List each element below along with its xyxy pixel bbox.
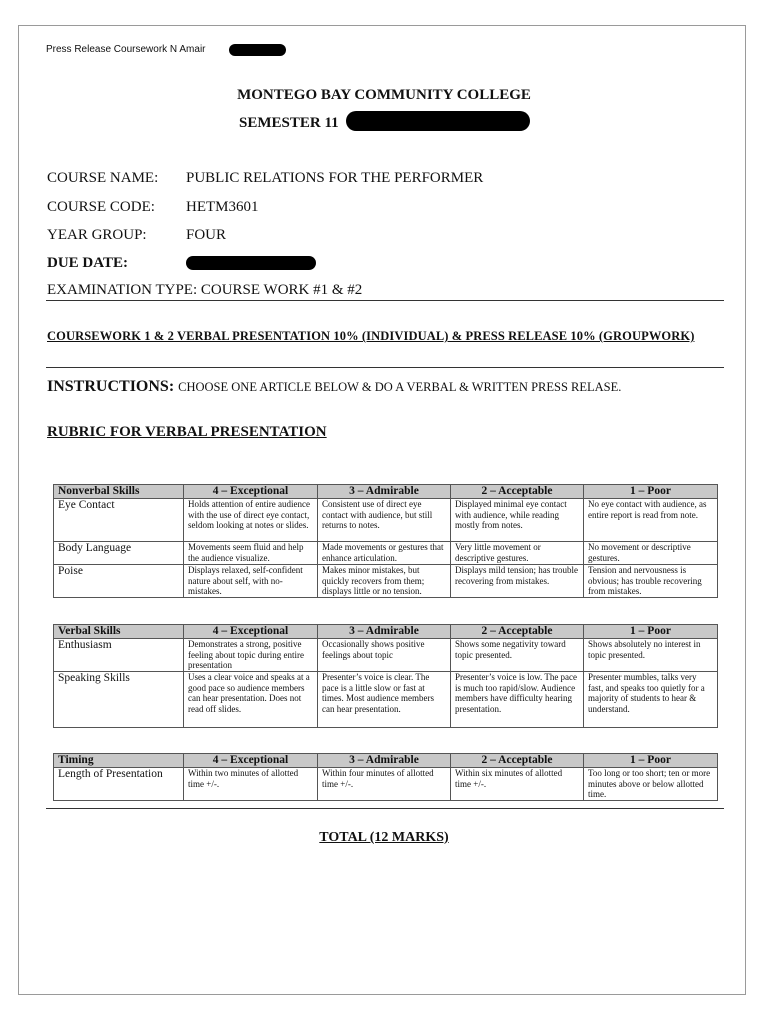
- column-header: 1 – Poor: [584, 485, 718, 499]
- column-header: 1 – Poor: [584, 754, 718, 768]
- timing-table: [53, 753, 718, 801]
- table-cell: Holds attention of entire audience with the use of direct eye contact, seldom looking at notes or slides.: [184, 499, 318, 542]
- column-header: 1 – Poor: [584, 625, 718, 639]
- column-header: 3 – Admirable: [318, 625, 451, 639]
- nonverbal-skills-table: [53, 484, 718, 598]
- course-name-value: PUBLIC RELATIONS FOR THE PERFORMER: [186, 170, 484, 186]
- table-cell: Movements seem fluid and help the audience visualize.: [184, 542, 318, 565]
- instructions: [47, 378, 621, 396]
- column-header: 2 – Acceptable: [451, 754, 584, 768]
- table-cell: Uses a clear voice and speaks at a good pace so audience members can hear presentation. Does not read off slides.: [184, 672, 318, 728]
- table-cell: Occasionally shows positive feelings about topic: [318, 639, 451, 672]
- redaction-mark: [229, 44, 286, 56]
- column-header: Verbal Skills: [54, 625, 184, 639]
- criterion-cell: Enthusiasm: [54, 639, 184, 672]
- criterion-cell: Speaking Skills: [54, 672, 184, 728]
- column-header: 4 – Exceptional: [184, 485, 318, 499]
- rubric-title: RUBRIC FOR VERBAL PRESENTATION: [47, 424, 327, 440]
- table-header-row: [54, 754, 718, 768]
- table-cell: Displays mild tension; has trouble recovering from mistakes.: [451, 565, 584, 598]
- instructions-label: INSTRUCTIONS:: [47, 378, 175, 395]
- instructions-text: CHOOSE ONE ARTICLE BELOW & DO A VERBAL & WRITTEN PRESS RELASE.: [178, 380, 622, 394]
- table-cell: Shows absolutely no interest in topic presented.: [584, 639, 718, 672]
- redaction-mark: [346, 111, 530, 131]
- course-code-value: HETM3601: [186, 199, 259, 215]
- table-cell: Presenter’s voice is clear. The pace is a little slow or fast at times. Most audience members can hear presentation.: [318, 672, 451, 728]
- table-row: [54, 672, 718, 728]
- year-group-label: YEAR GROUP:: [47, 227, 147, 243]
- table-cell: Made movements or gestures that enhance articulation.: [318, 542, 451, 565]
- coursework-title: COURSEWORK 1 & 2 VERBAL PRESENTATION 10% (INDIVIDUAL) & PRESS RELEASE 10% (GROUPWORK): [47, 329, 695, 343]
- course-name-label: COURSE NAME:: [47, 170, 159, 186]
- verbal-skills-table: [53, 624, 718, 728]
- table-row: [54, 768, 718, 801]
- table-cell: Displayed minimal eye contact with audience, while reading mostly from notes.: [451, 499, 584, 542]
- table-header-row: [54, 485, 718, 499]
- divider: [46, 808, 724, 809]
- table-row: [54, 565, 718, 598]
- table-cell: Displays relaxed, self-confident nature about self, with no-mistakes.: [184, 565, 318, 598]
- criterion-cell: Poise: [54, 565, 184, 598]
- table-cell: Tension and nervousness is obvious; has trouble recovering from mistakes.: [584, 565, 718, 598]
- criterion-cell: Eye Contact: [54, 499, 184, 542]
- column-header: 3 – Admirable: [318, 485, 451, 499]
- exam-type: EXAMINATION TYPE: COURSE WORK #1 & #2: [47, 282, 363, 298]
- semester-title: SEMESTER 11: [239, 115, 339, 131]
- table-cell: Too long or too short; ten or more minutes above or below allotted time.: [584, 768, 718, 801]
- total-marks: [0, 830, 768, 846]
- table-cell: Makes minor mistakes, but quickly recovers from them; displays little or no tension.: [318, 565, 451, 598]
- table-cell: Very little movement or descriptive gestures.: [451, 542, 584, 565]
- total-marks-text: TOTAL (12 MARKS): [319, 830, 449, 845]
- table-header-row: [54, 625, 718, 639]
- criterion-cell: Body Language: [54, 542, 184, 565]
- table-cell: Within four minutes of allotted time +/-.: [318, 768, 451, 801]
- column-header: 4 – Exceptional: [184, 754, 318, 768]
- divider: [46, 367, 724, 368]
- table-row: [54, 499, 718, 542]
- table-cell: Within six minutes of allotted time +/-.: [451, 768, 584, 801]
- column-header: 3 – Admirable: [318, 754, 451, 768]
- header-line: Press Release Coursework N Amair: [46, 44, 206, 55]
- column-header: Nonverbal Skills: [54, 485, 184, 499]
- year-group-value: FOUR: [186, 227, 227, 243]
- redaction-mark: [186, 256, 316, 270]
- table-cell: Presenter mumbles, talks very fast, and speaks too quietly for a majority of students to hear & understand.: [584, 672, 718, 728]
- table-cell: No eye contact with audience, as entire report is read from note.: [584, 499, 718, 542]
- table-cell: Shows some negativity toward topic presented.: [451, 639, 584, 672]
- table-cell: Consistent use of direct eye contact with audience, but still returns to notes.: [318, 499, 451, 542]
- table-cell: Presenter’s voice is low. The pace is much too rapid/slow. Audience members have difficulty hearing presentation.: [451, 672, 584, 728]
- divider: [46, 300, 724, 301]
- course-code-label: COURSE CODE:: [47, 199, 155, 215]
- table-cell: No movement or descriptive gestures.: [584, 542, 718, 565]
- criterion-cell: Length of Presentation: [54, 768, 184, 801]
- college-name: MONTEGO BAY COMMUNITY COLLEGE: [237, 87, 531, 103]
- table-cell: Within two minutes of allotted time +/-.: [184, 768, 318, 801]
- column-header: Timing: [54, 754, 184, 768]
- table-row: [54, 542, 718, 565]
- column-header: 2 – Acceptable: [451, 625, 584, 639]
- table-row: [54, 639, 718, 672]
- column-header: 4 – Exceptional: [184, 625, 318, 639]
- due-date-label: DUE DATE:: [47, 255, 128, 271]
- table-cell: Demonstrates a strong, positive feeling about topic during entire presentation: [184, 639, 318, 672]
- column-header: 2 – Acceptable: [451, 485, 584, 499]
